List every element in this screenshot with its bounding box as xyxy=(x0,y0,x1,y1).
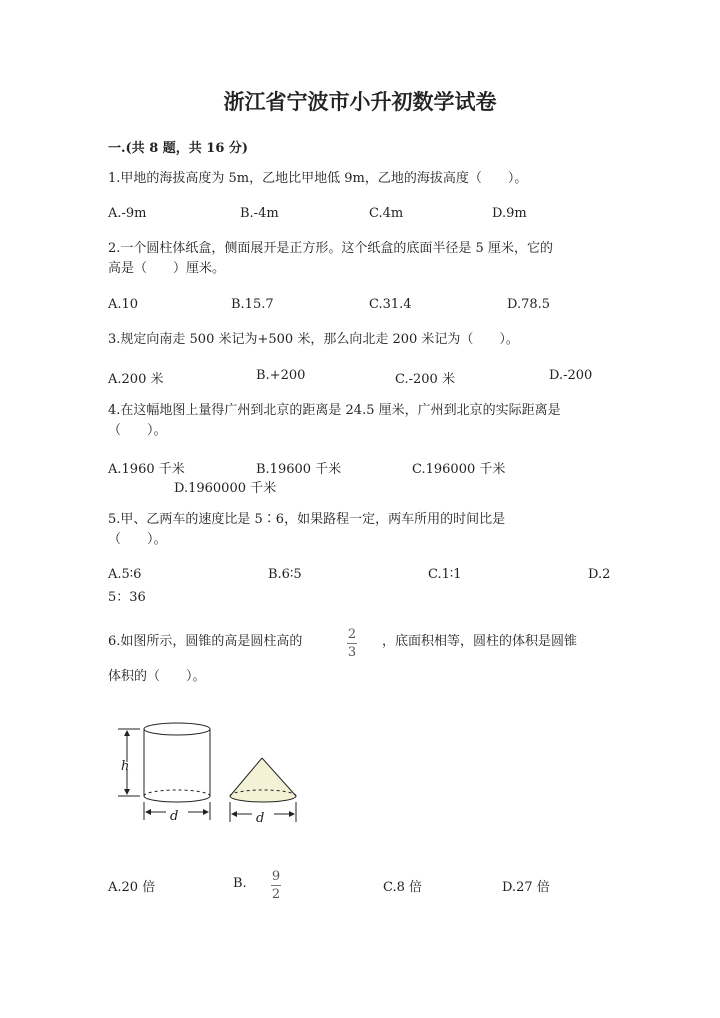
q6-option-b[interactable]: B. xyxy=(233,876,247,891)
cylinder-cone-figure xyxy=(110,716,310,826)
fraction-bar xyxy=(271,885,281,886)
question-4-stem-line1: 4.在这幅地图上量得广州到北京的距离是 24.5 厘米，广州到北京的实际距离是 xyxy=(108,403,561,418)
q3-option-a[interactable]: A.200 米 xyxy=(108,372,164,387)
height-label: h xyxy=(121,759,130,774)
section-heading: 一.(共 8 题，共 16 分) xyxy=(108,141,249,156)
q3-option-d[interactable]: D.-200 xyxy=(549,368,593,383)
q2-option-b[interactable]: B.15.7 xyxy=(231,297,274,312)
q1-option-a[interactable]: A.-9m xyxy=(108,206,147,221)
question-2-stem-line2: 高是（ ）厘米。 xyxy=(108,261,226,276)
q6-option-b-fraction xyxy=(271,869,281,902)
q6-option-c[interactable]: C.8 倍 xyxy=(383,880,423,895)
q1-option-d[interactable]: D.9m xyxy=(492,206,527,221)
q6-option-a[interactable]: A.20 倍 xyxy=(108,880,156,895)
q6-fraction-two-thirds xyxy=(347,627,357,660)
cone-shape xyxy=(230,758,296,802)
fraction-denominator: 2 xyxy=(271,887,281,902)
fraction-bar xyxy=(347,643,357,644)
question-1-stem: 1.甲地的海拔高度为 5m，乙地比甲地低 9m，乙地的海拔高度（ ）。 xyxy=(108,171,528,186)
q1-option-c[interactable]: C.4m xyxy=(369,206,404,221)
question-5-stem-line1: 5.甲、乙两车的速度比是 5∶6，如果路程一定，两车所用的时间比是 xyxy=(108,512,506,527)
q3-option-b[interactable]: B.+200 xyxy=(256,368,306,383)
cone-diameter-label: d xyxy=(256,811,265,826)
fraction-denominator: 3 xyxy=(347,645,357,660)
cylinder-shape xyxy=(144,723,210,802)
q5-option-c[interactable]: C.1∶1 xyxy=(428,567,462,582)
q2-option-c[interactable]: C.31.4 xyxy=(369,297,412,312)
question-6-stem-part2: ，底面积相等，圆柱的体积是圆锥 xyxy=(382,634,578,649)
q5-option-a[interactable]: A.5∶6 xyxy=(108,567,142,582)
q5-option-d-wrap: 5：36 xyxy=(108,590,146,605)
question-3-stem: 3.规定向南走 500 米记为+500 米，那么向北走 200 米记为（ ）。 xyxy=(108,332,519,347)
q4-option-b[interactable]: B.19600 千米 xyxy=(256,462,342,477)
q1-option-b[interactable]: B.-4m xyxy=(240,206,279,221)
page-title: 浙江省宁波市小升初数学试卷 xyxy=(223,89,497,114)
q2-option-d[interactable]: D.78.5 xyxy=(507,297,551,312)
fraction-numerator: 2 xyxy=(347,627,357,642)
question-6-stem-line2: 体积的（ ）。 xyxy=(108,669,206,684)
question-6-stem-part1: 6.如图所示，圆锥的高是圆柱高的 xyxy=(108,634,303,649)
q4-option-d[interactable]: D.1960000 千米 xyxy=(174,481,277,496)
cylinder-diameter-label: d xyxy=(170,809,179,824)
question-5-stem-line2: （ ）。 xyxy=(108,532,167,547)
fraction-numerator: 9 xyxy=(271,869,281,884)
q4-option-a[interactable]: A.1960 千米 xyxy=(108,462,185,477)
q2-option-a[interactable]: A.10 xyxy=(108,297,139,312)
q6-option-d[interactable]: D.27 倍 xyxy=(502,880,550,895)
question-2-stem-line1: 2.一个圆柱体纸盒，侧面展开是正方形。这个纸盒的底面半径是 5 厘米，它的 xyxy=(108,241,553,256)
q4-option-c[interactable]: C.196000 千米 xyxy=(412,462,506,477)
q3-option-c[interactable]: C.-200 米 xyxy=(395,372,455,387)
q5-option-b[interactable]: B.6∶5 xyxy=(268,567,302,582)
q5-option-d[interactable]: D.2 xyxy=(588,567,611,582)
question-4-stem-line2: （ ）。 xyxy=(108,423,167,438)
